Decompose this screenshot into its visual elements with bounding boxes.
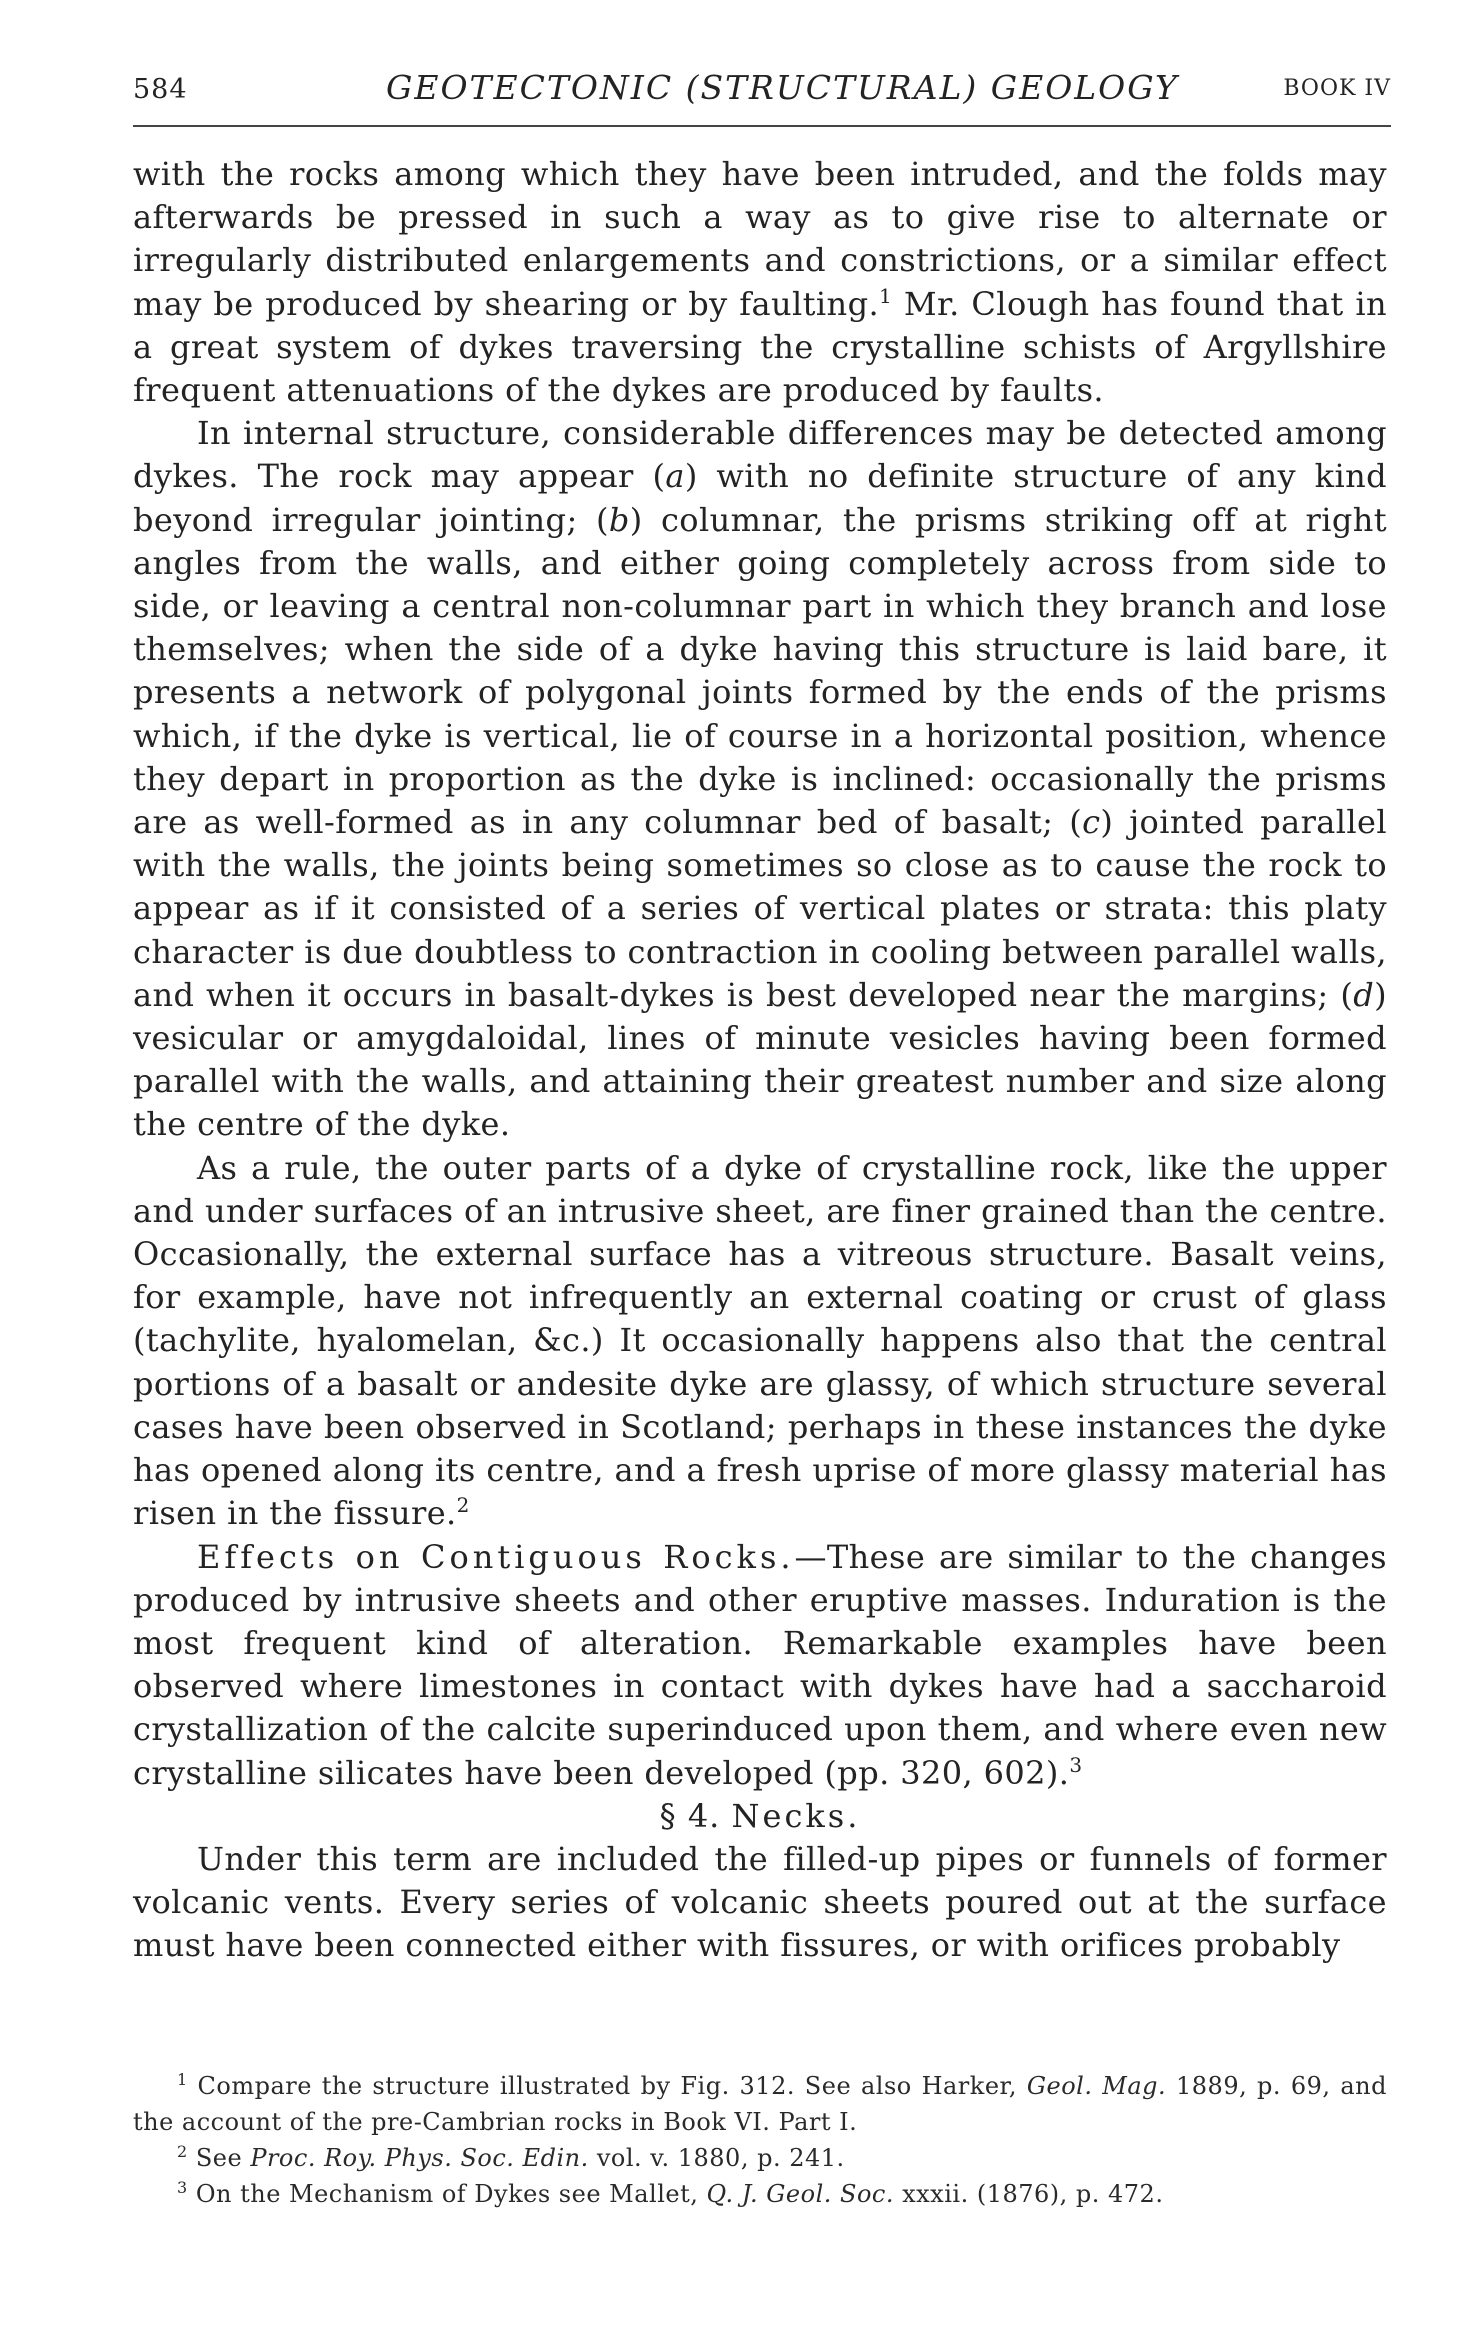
footnote-ref: 3 <box>1069 1752 1083 1777</box>
book-label: BOOK IV <box>1283 76 1391 101</box>
running-title: GEOTECTONIC (STRUCTURAL) GEOLOGY <box>386 68 1179 107</box>
footnote: $^2$ See Proc. Roy. Phys. Soc. Edin. vol. v. 1880, p. 241. <box>177 2142 845 2172</box>
section-heading: § 4. Necks. <box>659 1796 861 1835</box>
paragraph-continued: with the rocks among which they have been intruded, and the folds may afterwards be pressed in such a way as to give rise to alternate or irregularly distributed enlargements and constrictions, or a similar effect may be produced by shearing or by faulting.$^1$ Mr. Clough has found that in a great system of dykes traversing the crystalline schists of Argyllshire frequent attenuations of the dykes are produced by faults. <box>133 155 1387 410</box>
paragraph-contiguous-rocks: Effects on Contiguous Rocks.—These are similar to the changes produced by intrusive sheets and other eruptive masses. Induration is the most frequent kind of alteration. Remarkable examples have been observed where limestones in contact with dykes have had a saccharoid crystallization of the calcite superinduced upon them, and where even new crystalline silicates have been developed (pp. 320, 602).$^3$ <box>133 1537 1387 1792</box>
run-in-heading: Effects on Contiguous Rocks. <box>197 1537 795 1576</box>
footnote: $^1$ Compare the structure illustrated by Fig. 312. See also Harker, Geol. Mag. 1889, p. 69, and the account of the pre-Cambrian rocks in Book VI. Part I. <box>133 2070 1387 2136</box>
header-rule <box>133 125 1391 127</box>
paragraph-outer-parts: As a rule, the outer parts of a dyke of crystalline rock, like the upper and under surfaces of an intrusive sheet, are finer grained than the centre. Occasionally, the external surface has a vitreous structure. Basalt veins, for example, have not infrequently an external coating or crust of glass (tachylite, hyalomelan, &c.) It occasionally happens also that the central portions of a basalt or andesite dyke are glassy, of which structure several cases have been observed in Scotland; perhaps in these instances the dyke has opened along its centre, and a fresh uprise of more glassy material has risen in the fissure.$^2$ <box>133 1148 1387 1533</box>
paragraph-necks: Under this term are included the filled-up pipes or funnels of former volcanic vents. Every series of volcanic sheets poured out at the surface must have been connected either with fissures, or with orifices probably <box>133 1839 1387 1965</box>
footnote-ref: 2 <box>456 1493 470 1518</box>
main-text <box>133 153 1387 1968</box>
running-header <box>133 66 1391 116</box>
footnote-ref: 1 <box>879 283 893 308</box>
page-number: 584 <box>133 74 188 105</box>
footnotes <box>133 2068 1387 2212</box>
footnote: $^3$ On the Mechanism of Dykes see Mallet, Q. J. Geol. Soc. xxxii. (1876), p. 472. <box>177 2178 1164 2208</box>
paragraph-internal-structure: In internal structure, considerable differences may be detected among dykes. The rock may appear (a) with no definite structure of any kind beyond irregular jointing; (b) columnar, the prisms striking off at right angles from the walls, and either going completely across from side to side, or leaving a central non-columnar part in which they branch and lose themselves; when the side of a dyke having this structure is laid bare, it presents a network of polygonal joints formed by the ends of the prisms which, if the dyke is vertical, lie of course in a horizontal position, whence they depart in proportion as the dyke is inclined: occasionally the prisms are as well-formed as in any columnar bed of basalt; (c) jointed parallel with the walls, the joints being sometimes so close as to cause the rock to appear as if it consisted of a series of vertical plates or strata: this platy character is due doubtless to contraction in cooling between parallel walls, and when it occurs in basalt-dykes is best developed near the margins; (d) vesicular or amygdaloidal, lines of minute vesicles having been formed parallel with the walls, and attaining their greatest number and size along the centre of the dyke. <box>133 414 1387 1144</box>
